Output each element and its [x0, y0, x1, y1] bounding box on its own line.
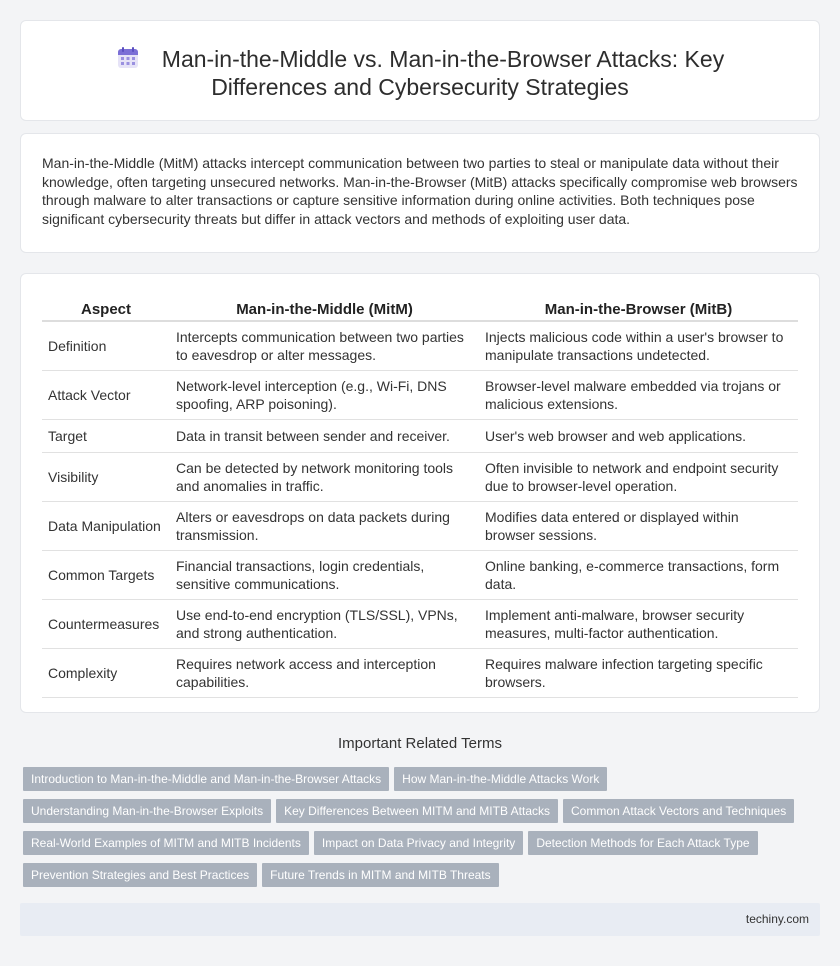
- title-card: [20, 20, 820, 121]
- cell-aspect: Countermeasures: [42, 600, 170, 649]
- related-terms-heading: Important Related Terms: [338, 735, 502, 752]
- table-row: [42, 420, 798, 453]
- comparison-table: [42, 296, 798, 698]
- header-aspect: Aspect: [42, 296, 170, 321]
- related-term-tag[interactable]: Real-World Examples of MITM and MITB Incidents: [23, 831, 309, 855]
- cell-mitb: Modifies data entered or displayed within browser sessions.: [479, 502, 798, 551]
- related-term-tag[interactable]: Key Differences Between MITM and MITB Attacks: [276, 799, 558, 823]
- cell-mitb: Often invisible to network and endpoint security due to browser-level operation.: [479, 453, 798, 502]
- cell-mitm: Can be detected by network monitoring tools and anomalies in traffic.: [170, 453, 479, 502]
- related-term-tag[interactable]: Impact on Data Privacy and Integrity: [314, 831, 523, 855]
- table-row: [42, 453, 798, 502]
- related-term-tag[interactable]: Understanding Man-in-the-Browser Exploits: [23, 799, 271, 823]
- related-term-tag[interactable]: Future Trends in MITM and MITB Threats: [262, 863, 499, 887]
- footer: [20, 903, 820, 936]
- related-term-tag[interactable]: Prevention Strategies and Best Practices: [23, 863, 257, 887]
- cell-mitb: Online banking, e-commerce transactions, form data.: [479, 551, 798, 600]
- intro-card: [20, 133, 820, 253]
- title-line-2: Differences and Cybersecurity Strategies: [211, 74, 629, 100]
- related-term-tag[interactable]: Detection Methods for Each Attack Type: [528, 831, 757, 855]
- cell-aspect: Data Manipulation: [42, 502, 170, 551]
- cell-mitm: Financial transactions, login credentials, sensitive communications.: [170, 551, 479, 600]
- calendar-icon: [116, 46, 140, 70]
- cell-aspect: Definition: [42, 321, 170, 371]
- cell-mitb: User's web browser and web applications.: [479, 420, 798, 453]
- cell-mitm: Data in transit between sender and receiver.: [170, 420, 479, 453]
- related-term-tag[interactable]: How Man-in-the-Middle Attacks Work: [394, 767, 607, 791]
- table-row: [42, 600, 798, 649]
- header-mitm: Man-in-the-Middle (MitM): [170, 296, 479, 321]
- related-term-tag[interactable]: Common Attack Vectors and Techniques: [563, 799, 794, 823]
- related-terms-list: [23, 767, 803, 895]
- cell-mitm: Requires network access and interception capabilities.: [170, 649, 479, 698]
- table-row: [42, 551, 798, 600]
- page-title: [21, 45, 819, 101]
- cell-aspect: Common Targets: [42, 551, 170, 600]
- intro-text: Man-in-the-Middle (MitM) attacks intercept communication between two parties to steal or manipulate data without their knowledge, often targeting unsecured networks. Man-in-the-Browser (MitB) attacks specifically compromise web browsers through malware to alter transactions or capture sensitive information during online activities. Both techniques pose significant cybersecurity threats but differ in attack vectors and methods of exploiting user data.: [42, 155, 798, 227]
- footer-site-link[interactable]: techiny.com: [745, 912, 809, 926]
- cell-mitm: Network-level interception (e.g., Wi-Fi, DNS spoofing, ARP poisoning).: [170, 371, 479, 420]
- cell-aspect: Visibility: [42, 453, 170, 502]
- cell-mitm: Alters or eavesdrops on data packets during transmission.: [170, 502, 479, 551]
- cell-mitb: Browser-level malware embedded via trojans or malicious extensions.: [479, 371, 798, 420]
- cell-mitb: Injects malicious code within a user's browser to manipulate transactions undetected.: [479, 321, 798, 371]
- table-header-row: [42, 296, 798, 321]
- title-line-1: Man-in-the-Middle vs. Man-in-the-Browser Attacks: Key: [161, 46, 725, 72]
- cell-aspect: Attack Vector: [42, 371, 170, 420]
- cell-mitb: Requires malware infection targeting specific browsers.: [479, 649, 798, 698]
- cell-mitb: Implement anti-malware, browser security measures, multi-factor authentication.: [479, 600, 798, 649]
- header-mitb: Man-in-the-Browser (MitB): [479, 296, 798, 321]
- comparison-card: [20, 273, 820, 713]
- table-row: [42, 321, 798, 371]
- cell-aspect: Complexity: [42, 649, 170, 698]
- cell-mitm: Use end-to-end encryption (TLS/SSL), VPNs, and strong authentication.: [170, 600, 479, 649]
- table-row: [42, 371, 798, 420]
- table-row: [42, 649, 798, 698]
- table-row: [42, 502, 798, 551]
- related-term-tag[interactable]: Introduction to Man-in-the-Middle and Man-in-the-Browser Attacks: [23, 767, 389, 791]
- cell-mitm: Intercepts communication between two parties to eavesdrop or alter messages.: [170, 321, 479, 371]
- cell-aspect: Target: [42, 420, 170, 453]
